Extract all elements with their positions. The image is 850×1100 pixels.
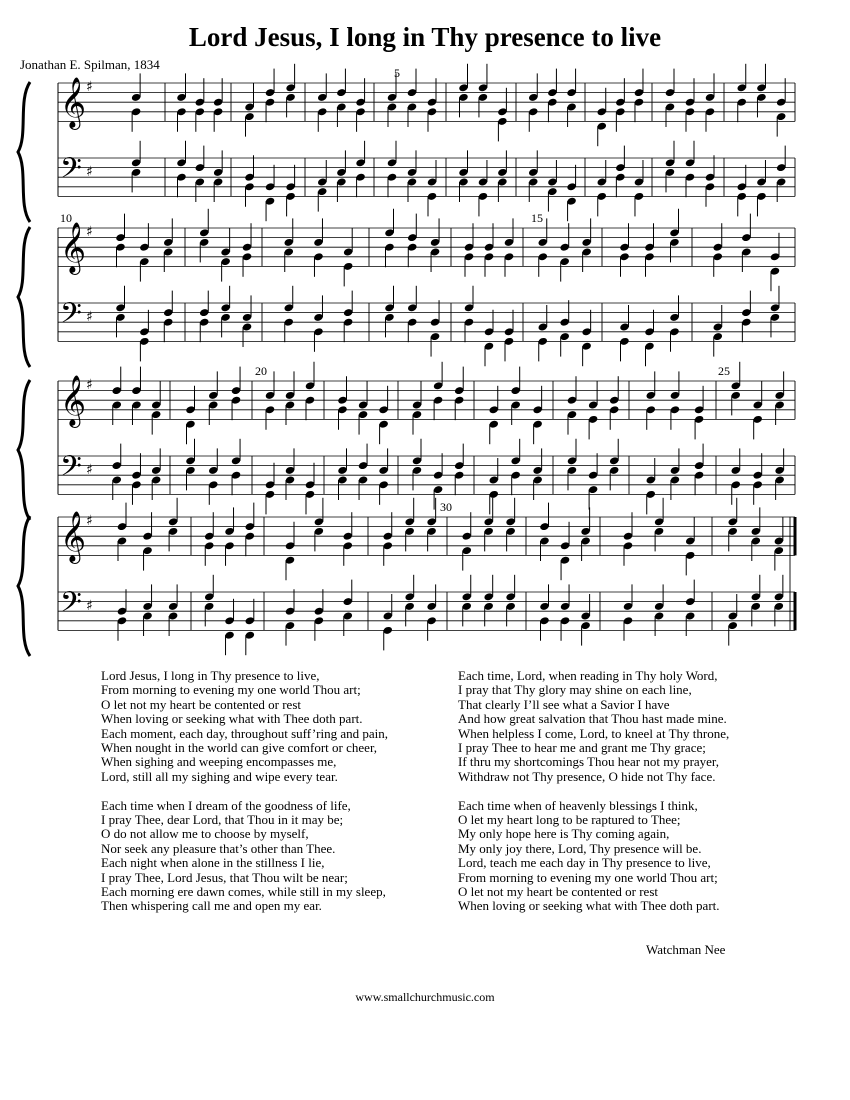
brace	[18, 82, 30, 222]
verse-line: When loving or seeking what with Thee doth part.	[101, 711, 363, 727]
verse-line: O let not my heart be contented or rest	[458, 884, 658, 900]
verse-line: From morning to evening my one world Thou art;	[458, 869, 718, 885]
verse-line: When sighing and weeping encompasses me,	[101, 754, 337, 770]
sharp-icon: ♯	[86, 462, 93, 478]
sharp-icon: ♯	[86, 224, 93, 240]
verse-line: Then whispering call me and open my ear.	[101, 898, 322, 914]
stanza	[101, 669, 441, 784]
verse-line: Each time when of heavenly blessings I think,	[458, 797, 698, 813]
music-system-4	[0, 500, 850, 659]
verse-line: If thru my shortcomings Thou hear not my prayer,	[458, 754, 719, 770]
measure-number-10: 10	[60, 211, 72, 225]
verse-line: I pray Thee, Lord Jesus, that Thou wilt be near;	[101, 869, 348, 885]
treble-clef-icon: 𝄞	[60, 222, 87, 273]
verse-line: Each night when alone in the stillness I lie,	[101, 855, 325, 871]
measure-number-30: 30	[440, 500, 452, 514]
verse-line: Each time when I dream of the goodness of life,	[101, 797, 351, 813]
sharp-icon: ♯	[86, 309, 93, 325]
treble-clef-icon: 𝄞	[60, 77, 87, 128]
sharp-icon: ♯	[86, 513, 93, 529]
treble-clef-icon: 𝄞	[60, 375, 87, 426]
music-system-1	[0, 66, 850, 225]
music-system-2	[0, 211, 850, 370]
verse-line: When nought in the world can give comfort or cheer,	[101, 740, 377, 756]
verse-line: And how great salvation that Thou hast made mine.	[458, 711, 727, 727]
stanza	[458, 669, 798, 784]
verse-line: That clearly I’ll see what a Savior I have	[458, 696, 670, 712]
verse-line: Each moment, each day, throughout suff’ring and pain,	[101, 725, 388, 741]
verse-line: O let not my heart be contented or rest	[101, 696, 301, 712]
sharp-icon: ♯	[86, 164, 93, 180]
verse-line: Lord, still all my sighing and wipe every tear.	[101, 768, 338, 784]
measure-number-20: 20	[255, 364, 267, 378]
verse-line: I pray Thee, dear Lord, that Thou in it may be;	[101, 812, 344, 828]
verse-line: Each time, Lord, when reading in Thy holy Word,	[458, 668, 718, 683]
verses-left-column	[101, 669, 441, 928]
sharp-icon: ♯	[86, 598, 93, 614]
hymn-title: Lord Jesus, I long in Thy presence to live	[188, 22, 662, 52]
measure-number-25: 25	[718, 364, 730, 378]
brace	[18, 380, 30, 520]
bass-clef-icon: 𝄢	[60, 586, 82, 626]
measure-number-5: 5	[394, 66, 400, 80]
verse-line: When loving or seeking what with Thee doth part.	[458, 898, 720, 914]
bass-clef-icon: 𝄢	[60, 297, 82, 337]
verse-line: I pray that Thy glory may shine on each line,	[458, 682, 692, 698]
verse-line: Lord, teach me each day in Thy presence to live,	[458, 855, 711, 871]
composer-credit: Jonathan E. Spilman, 1834	[20, 57, 160, 72]
verse-line: Each morning ere dawn comes, while still in my sleep,	[101, 884, 386, 900]
brace	[18, 516, 30, 656]
verse-line: Withdraw not Thy presence, O hide not Thy face.	[458, 768, 716, 784]
sharp-icon: ♯	[86, 377, 93, 393]
stanza	[101, 799, 441, 914]
treble-clef-icon: 𝄞	[60, 511, 87, 562]
music-system-3	[0, 364, 850, 523]
verse-line: My only hope here is Thy coming again,	[458, 826, 670, 842]
verse-line: Lord Jesus, I long in Thy presence to live,	[101, 668, 320, 683]
verse-line: O do not allow me to choose by myself,	[101, 826, 309, 842]
brace	[18, 227, 30, 367]
bass-clef-icon: 𝄢	[60, 450, 82, 490]
verse-line: When helpless I come, Lord, to kneel at Thy throne,	[458, 725, 730, 741]
verse-line: O let my heart long to be raptured to Thee;	[458, 812, 681, 828]
verse-line: I pray Thee to hear me and grant me Thy grace;	[458, 740, 706, 756]
verse-line: My only joy there, Lord, Thy presence will be.	[458, 840, 702, 856]
bass-clef-icon: 𝄢	[60, 152, 82, 192]
lyricist-credit: Watchman Nee	[646, 942, 726, 957]
verses-right-column	[458, 669, 798, 928]
sharp-icon: ♯	[86, 79, 93, 95]
verse-line: From morning to evening my one world Thou art;	[101, 682, 361, 698]
measure-number-15: 15	[531, 211, 543, 225]
footer-url: www.smallchurchmusic.com	[355, 990, 495, 1004]
verse-line: Nor seek any pleasure that’s other than Thee.	[101, 840, 336, 856]
stanza	[458, 799, 798, 914]
